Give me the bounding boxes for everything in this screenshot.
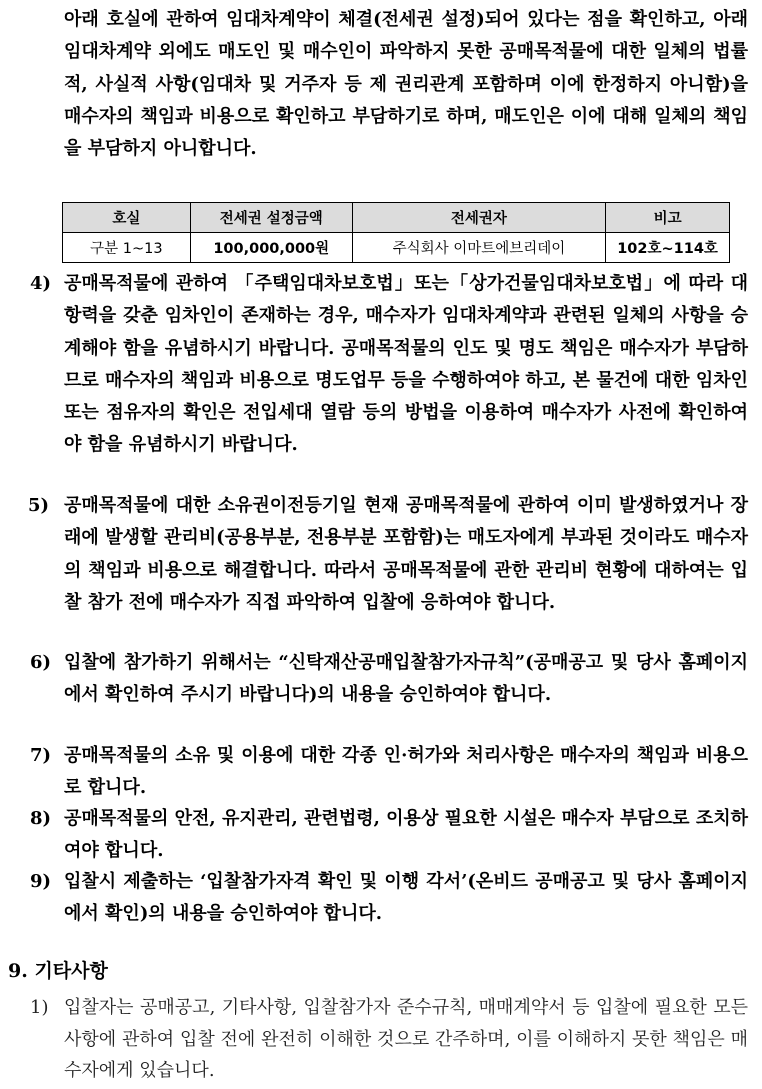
item-text: 공매목적물의 소유 및 이용에 대한 각종 인·허가와 처리사항은 매수자의 책임과 비용으로 합니다. — [64, 745, 748, 799]
item-text: 입찰시 제출하는 ‘입찰참가자격 확인 및 이행 각서’(온비드 공매공고 및 당사 홈페이지에서 확인)의 내용을 승인하여야 합니다. — [64, 871, 748, 925]
list-item-5 — [28, 490, 748, 619]
list-item-8 — [30, 803, 748, 868]
table-row — [63, 233, 730, 263]
header-note: 비고 — [606, 203, 730, 233]
item-number: 9) — [30, 871, 52, 892]
section-heading-misc: 9. 기타사항 — [8, 960, 108, 982]
list-item-7 — [30, 740, 748, 805]
item-number: 4) — [30, 273, 52, 294]
item-number: 5) — [28, 495, 50, 516]
cell-amount: 100,000,000원 — [190, 233, 352, 263]
list-item-6 — [30, 647, 748, 712]
item-text: 공매목적물에 대한 소유권이전등기일 현재 공매목적물에 관하여 이미 발생하였거나 장래에 발생할 관리비(공용부분, 전용부분 포함함)는 매도자에게 부과된 것이라도 매수자의 책임과 비용으로 해결합니다. 따라서 공매목적물에 관한 관리비 현황에 대하여는 입찰 참가 전에 매수자가 직접 파악하여 입찰에 응하여야 합니다. — [64, 495, 748, 613]
item-text: 공매목적물의 안전, 유지관리, 관련법령, 이용상 필요한 시설은 매수자 부담으로 조치하여야 합니다. — [64, 808, 748, 862]
header-unit: 호실 — [63, 203, 191, 233]
misc-item-1 — [30, 992, 748, 1087]
cell-holder: 주식회사 이마트에브리데이 — [352, 233, 605, 263]
cell-note: 102호~114호 — [606, 233, 730, 263]
intro-paragraph: 아래 호실에 관하여 임대차계약이 체결(전세권 설정)되어 있다는 점을 확인하고, 아래 임대차계약 외에도 매도인 및 매수인이 파악하지 못한 공매목적물에 대한 일체의 법률적, 사실적 사항(임대차 및 거주자 등 제 권리관계 포함하며 이에 한정하지 아니함)을 매수자의 책임과 비용으로 확인하고 부담하기로 하며, 매도인은 이에 대해 일체의 책임을 부담하지 아니합니다. — [64, 9, 748, 160]
header-amount: 전세권 설정금액 — [190, 203, 352, 233]
list-item-4 — [30, 268, 748, 462]
item-text: 입찰자는 공매공고, 기타사항, 입찰참가자 준수규칙, 매매계약서 등 입찰에 필요한 모든 사항에 관하여 입찰 전에 완전히 이해한 것으로 간주하며, 이를 이해하지 못한 책임은 매수자에게 있습니다. — [64, 997, 748, 1081]
lease-table-header-row — [63, 203, 730, 233]
item-number: 7) — [30, 745, 52, 766]
item-text: 입찰에 참가하기 위해서는 “신탁재산공매입찰참가자규칙”(공매공고 및 당사 홈페이지에서 확인하여 주시기 바랍니다)의 내용을 승인하여야 합니다. — [64, 652, 748, 706]
item-number: 6) — [30, 652, 52, 673]
cell-unit: 구분 1~13 — [63, 233, 191, 263]
list-item-9 — [30, 866, 748, 931]
item-number: 8) — [30, 808, 52, 829]
header-holder: 전세권자 — [352, 203, 605, 233]
item-number: 1) — [30, 997, 49, 1018]
item-text: 공매목적물에 관하여 「주택임대차보호법」또는「상가건물임대차보호법」에 따라 대항력을 갖춘 임차인이 존재하는 경우, 매수자가 임대차계약과 관련된 일체의 사항을 승계해야 함을 유념하시기 바랍니다. 공매목적물의 인도 및 명도 책임은 매수자가 부담하므로 매수자의 책임과 비용으로 명도업무 등을 수행하여야 하고, 본 물건에 대한 임차인 또는 점유자의 확인은 전입세대 열람 등의 방법을 이용하여 매수자가 사전에 확인하여야 함을 유념하시기 바랍니다. — [64, 273, 748, 456]
lease-table — [62, 202, 730, 263]
